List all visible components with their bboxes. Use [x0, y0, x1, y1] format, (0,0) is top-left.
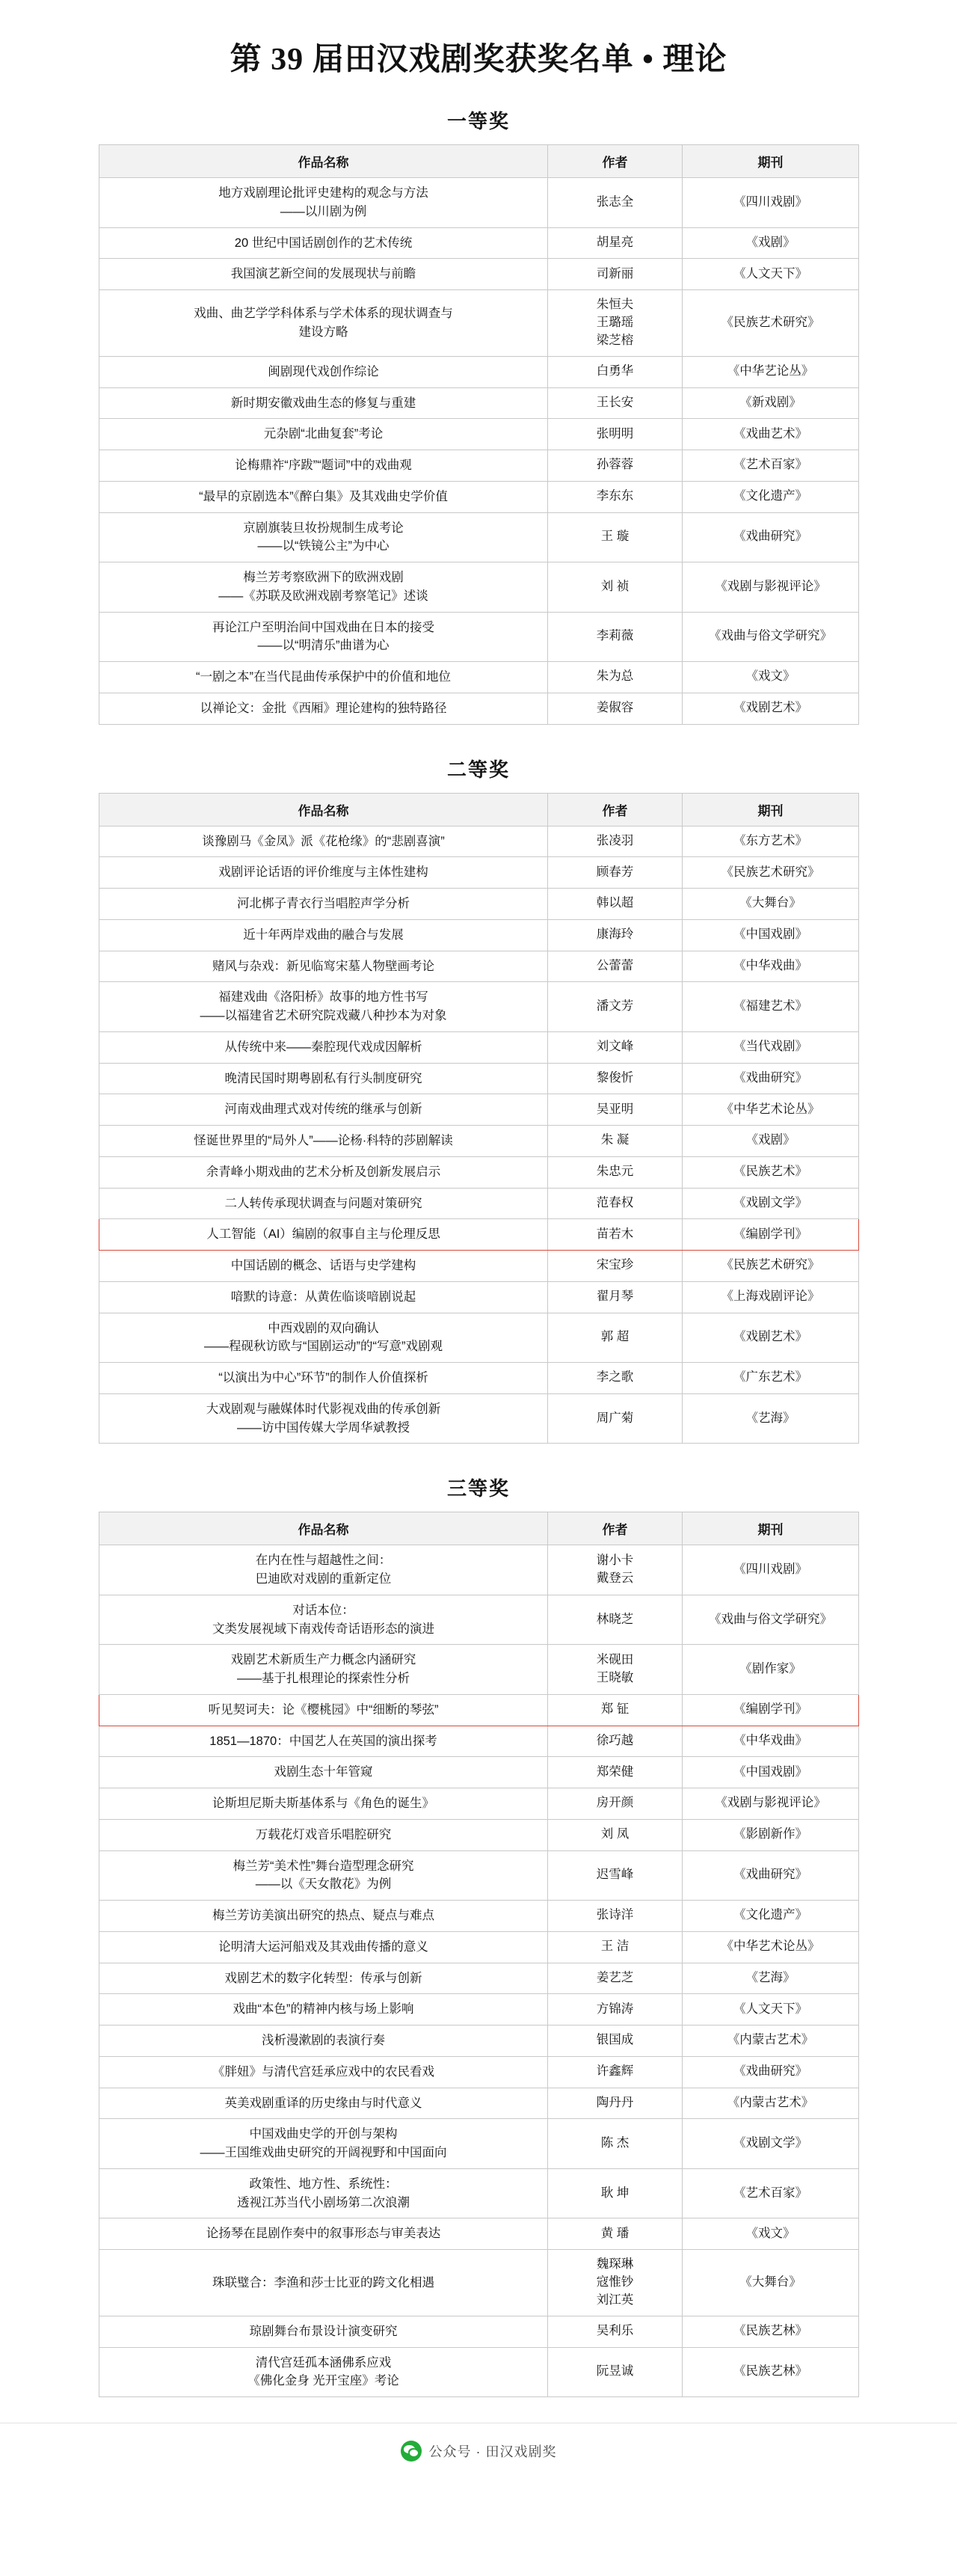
- journal-cell: 《戏剧与影视评论》: [683, 562, 859, 613]
- author-cell: 谢小卡 戴登云: [548, 1545, 683, 1595]
- journal-cell: 《四川戏剧》: [683, 178, 859, 228]
- author-cell: 李莉薇: [548, 612, 683, 662]
- table-row: [99, 1188, 859, 1219]
- author-cell: 刘文峰: [548, 1031, 683, 1063]
- table-row: [99, 951, 859, 982]
- table-row: [99, 1094, 859, 1126]
- journal-cell: 《戏曲研究》: [683, 1850, 859, 1901]
- author-cell: 公蕾蕾: [548, 951, 683, 982]
- table-row: [99, 2119, 859, 2169]
- work-title-cell: 论明清大运河船戏及其戏曲传播的意义: [99, 1931, 548, 1963]
- table-row: [99, 1931, 859, 1963]
- journal-cell: 《戏曲与俗文学研究》: [683, 1595, 859, 1645]
- section-title: 三等奖: [446, 1478, 510, 1500]
- work-title-cell: 浅析漫漱剧的表演行奏: [99, 2025, 548, 2057]
- journal-cell: 《戏剧文学》: [683, 2119, 859, 2169]
- column-header: 期刊: [683, 793, 859, 826]
- table-row: [99, 227, 859, 259]
- author-cell: 郑 钲: [548, 1694, 683, 1726]
- table-row: [99, 1726, 859, 1757]
- author-cell: 迟雪峰: [548, 1850, 683, 1901]
- journal-cell: 《戏剧与影视评论》: [683, 1788, 859, 1820]
- work-title-cell: 从传统中来——秦腔现代戏成因解析: [99, 1031, 548, 1063]
- author-cell: 林晓芝: [548, 1595, 683, 1645]
- author-cell: 张诗洋: [548, 1901, 683, 1932]
- award-section: [99, 1469, 858, 2397]
- journal-cell: 《编剧学刊》: [683, 1694, 859, 1726]
- table-row: [99, 1994, 859, 2025]
- journal-cell: 《文化遗产》: [683, 481, 859, 512]
- work-title-cell: 《胖妞》与清代宫廷承应戏中的农民看戏: [99, 2056, 548, 2088]
- author-cell: 银国成: [548, 2025, 683, 2057]
- section-title: 一等奖: [446, 111, 510, 132]
- work-title-cell: 戏曲、曲艺学学科体系与学术体系的现状调查与 建设方略: [99, 290, 548, 357]
- author-cell: 陶丹丹: [548, 2088, 683, 2119]
- author-cell: 朱忠元: [548, 1156, 683, 1188]
- work-title-cell: 英美戏剧重译的历史缘由与时代意义: [99, 2088, 548, 2119]
- author-cell: 郑荣健: [548, 1757, 683, 1788]
- table-header-row: [99, 793, 859, 826]
- journal-cell: 《戏曲研究》: [683, 512, 859, 562]
- table-row: [99, 1901, 859, 1932]
- work-title-cell: 戏剧评论话语的评价维度与主体性建构: [99, 857, 548, 889]
- work-title-cell: 我国演艺新空间的发展现状与前瞻: [99, 259, 548, 290]
- footer: [0, 2423, 957, 2479]
- work-title-cell: “一剧之本”在当代昆曲传承保护中的价值和地位: [99, 662, 548, 693]
- table-row: [99, 1156, 859, 1188]
- table-row: [99, 1757, 859, 1788]
- work-title-cell: 二人转传承现状调查与问题对策研究: [99, 1188, 548, 1219]
- journal-cell: 《中华戏曲》: [683, 1726, 859, 1757]
- journal-cell: 《当代戏剧》: [683, 1031, 859, 1063]
- work-title-cell: 听见契诃夫：论《樱桃园》中“细断的琴弦”: [99, 1694, 548, 1726]
- column-header: 作品名称: [99, 793, 548, 826]
- table-row: [99, 1251, 859, 1282]
- table-row: [99, 387, 859, 419]
- journal-cell: 《戏曲研究》: [683, 1063, 859, 1094]
- work-title-cell: 喑默的诗意：从黄佐临谈喑剧说起: [99, 1281, 548, 1313]
- author-cell: 顾春芳: [548, 857, 683, 889]
- journal-cell: 《中华艺论丛》: [683, 356, 859, 387]
- author-cell: 张凌羽: [548, 826, 683, 857]
- journal-cell: 《戏剧艺术》: [683, 693, 859, 724]
- author-cell: 魏琛琳 寇惟钞 刘江英: [548, 2250, 683, 2316]
- work-title-cell: 大戏剧观与融媒体时代影视戏曲的传承创新 ——访中国传媒大学周华斌教授: [99, 1393, 548, 1444]
- journal-cell: 《民族艺术》: [683, 1156, 859, 1188]
- table-row: [99, 919, 859, 951]
- table-row: [99, 1788, 859, 1820]
- author-cell: 吴利乐: [548, 2316, 683, 2347]
- work-title-cell: 河南戏曲理式戏对传统的继承与创新: [99, 1094, 548, 1126]
- author-cell: 李之歌: [548, 1363, 683, 1394]
- work-title-cell: 赌风与杂戏：新见临窎宋墓人物壁画考论: [99, 951, 548, 982]
- author-cell: 米砚田 王晓敏: [548, 1645, 683, 1695]
- journal-cell: 《戏剧》: [683, 227, 859, 259]
- journal-cell: 《民族艺术研究》: [683, 290, 859, 357]
- work-title-cell: 戏剧艺术的数字化转型：传承与创新: [99, 1963, 548, 1994]
- footer-account-name: 公众号 · 田汉戏剧奖: [428, 2444, 557, 2460]
- author-cell: 李东东: [548, 481, 683, 512]
- table-header-row: [99, 1512, 859, 1545]
- work-title-cell: 中国话剧的概念、话语与史学建构: [99, 1251, 548, 1282]
- column-header: 作品名称: [99, 1512, 548, 1545]
- work-title-cell: 晚清民国时期粤剧私有行头制度研究: [99, 1063, 548, 1094]
- table-row: [99, 693, 859, 724]
- table-row: [99, 1063, 859, 1094]
- table-row: [99, 982, 859, 1032]
- column-header: 作者: [548, 1512, 683, 1545]
- section-title: 二等奖: [446, 758, 510, 781]
- table-row: [99, 178, 859, 228]
- table-row: [99, 356, 859, 387]
- table-row: [99, 2088, 859, 2119]
- journal-cell: 《东方艺术》: [683, 826, 859, 857]
- table-row: [99, 1645, 859, 1695]
- work-title-cell: 谈豫剧马《金凤》派《花枪缘》的“悲剧喜演”: [99, 826, 548, 857]
- work-title-cell: 中国戏曲史学的开创与架构 ——王国维戏曲史研究的开阔视野和中国面向: [99, 2119, 548, 2169]
- journal-cell: 《中国戏剧》: [683, 1757, 859, 1788]
- table-row: [99, 1281, 859, 1313]
- journal-cell: 《民族艺术研究》: [683, 1251, 859, 1282]
- journal-cell: 《戏文》: [683, 662, 859, 693]
- journal-cell: 《中国戏剧》: [683, 919, 859, 951]
- journal-cell: 《戏剧艺术》: [683, 1313, 859, 1363]
- journal-cell: 《中华艺术论丛》: [683, 1094, 859, 1126]
- journal-cell: 《民族艺林》: [683, 2347, 859, 2397]
- journal-cell: 《戏曲与俗文学研究》: [683, 612, 859, 662]
- author-cell: 阮昱诚: [548, 2347, 683, 2397]
- work-title-cell: 万载花灯戏音乐唱腔研究: [99, 1819, 548, 1850]
- journal-cell: 《广东艺术》: [683, 1363, 859, 1394]
- table-row: [99, 1694, 859, 1726]
- journal-cell: 《民族艺术研究》: [683, 857, 859, 889]
- table-row: [99, 1963, 859, 1994]
- journal-cell: 《福建艺术》: [683, 982, 859, 1032]
- work-title-cell: 珠联璧合：李渔和莎士比亚的跨文化相遇: [99, 2250, 548, 2316]
- table-row: [99, 1363, 859, 1394]
- table-row: [99, 612, 859, 662]
- author-cell: 孙蓉蓉: [548, 450, 683, 482]
- table-row: [99, 1819, 859, 1850]
- work-title-cell: 清代宫廷孤本涵佛系应戏 《佛化金身 光开宝座》考论: [99, 2347, 548, 2397]
- work-title-cell: 京剧旗装旦妆扮规制生成考论 ——以“铁镜公主”为中心: [99, 512, 548, 562]
- award-sections: [0, 102, 957, 2397]
- author-cell: 潘文芳: [548, 982, 683, 1032]
- awards-table: [99, 793, 859, 1444]
- work-title-cell: 政策性、地方性、系统性： 透视江苏当代小剧场第二次浪潮: [99, 2168, 548, 2218]
- work-title-cell: 怪诞世界里的“局外人”——论杨·科特的莎剧解读: [99, 1126, 548, 1157]
- column-header: 作品名称: [99, 145, 548, 178]
- author-cell: 翟月琴: [548, 1281, 683, 1313]
- table-row: [99, 1393, 859, 1444]
- author-cell: 韩以超: [548, 889, 683, 920]
- table-row: [99, 1595, 859, 1645]
- table-row: [99, 1850, 859, 1901]
- work-title-cell: 论梅鼎祚“序跋”“题词”中的戏曲观: [99, 450, 548, 482]
- journal-cell: 《戏剧文学》: [683, 1188, 859, 1219]
- awards-table: [99, 144, 859, 725]
- author-cell: 房开颜: [548, 1788, 683, 1820]
- author-cell: 白勇华: [548, 356, 683, 387]
- author-cell: 徐巧越: [548, 1726, 683, 1757]
- journal-cell: 《上海戏剧评论》: [683, 1281, 859, 1313]
- work-title-cell: 1851—1870：中国艺人在英国的演出探考: [99, 1726, 548, 1757]
- journal-cell: 《民族艺林》: [683, 2316, 859, 2347]
- work-title-cell: 福建戏曲《洛阳桥》故事的地方性书写 ——以福建省艺术研究院戏藏八种抄本为对象: [99, 982, 548, 1032]
- work-title-cell: 地方戏剧理论批评史建构的观念与方法 ——以川剧为例: [99, 178, 548, 228]
- work-title-cell: 琼剧舞台布景设计演变研究: [99, 2316, 548, 2347]
- author-cell: 王长安: [548, 387, 683, 419]
- journal-cell: 《文化遗产》: [683, 1901, 859, 1932]
- journal-cell: 《内蒙古艺术》: [683, 2025, 859, 2057]
- table-row: [99, 662, 859, 693]
- journal-cell: 《艺海》: [683, 1963, 859, 1994]
- table-row: [99, 2168, 859, 2218]
- award-section: [99, 750, 858, 1444]
- table-row: [99, 512, 859, 562]
- author-cell: 王 洁: [548, 1931, 683, 1963]
- journal-cell: 《编剧学刊》: [683, 1219, 859, 1251]
- work-title-cell: 对话本位： 文类发展视域下南戏传奇话语形态的演进: [99, 1595, 548, 1645]
- wechat-icon: [401, 2441, 422, 2462]
- author-cell: 姜艺芝: [548, 1963, 683, 1994]
- work-title-cell: 新时期安徽戏曲生态的修复与重建: [99, 387, 548, 419]
- work-title-cell: 人工智能（AI）编剧的叙事自主与伦理反思: [99, 1219, 548, 1251]
- journal-cell: 《内蒙古艺术》: [683, 2088, 859, 2119]
- table-row: [99, 1545, 859, 1595]
- author-cell: 胡星亮: [548, 227, 683, 259]
- table-row: [99, 2025, 859, 2057]
- author-cell: 康海玲: [548, 919, 683, 951]
- journal-cell: 《中华戏曲》: [683, 951, 859, 982]
- journal-cell: 《戏曲艺术》: [683, 419, 859, 450]
- work-title-cell: 20 世纪中国话剧创作的艺术传统: [99, 227, 548, 259]
- author-cell: 刘 祯: [548, 562, 683, 613]
- column-header: 作者: [548, 145, 683, 178]
- work-title-cell: 论斯坦尼斯夫斯基体系与《角色的诞生》: [99, 1788, 548, 1820]
- table-row: [99, 562, 859, 613]
- journal-cell: 《人文天下》: [683, 259, 859, 290]
- awards-table: [99, 1512, 859, 2397]
- author-cell: 朱 凝: [548, 1126, 683, 1157]
- author-cell: 范春权: [548, 1188, 683, 1219]
- table-row: [99, 481, 859, 512]
- work-title-cell: 论扬琴在昆剧作奏中的叙事形态与审美表达: [99, 2218, 548, 2250]
- author-cell: 吴亚明: [548, 1094, 683, 1126]
- page-title: 第 39 届田汉戏剧奖获奖名单 • 理论: [230, 43, 727, 77]
- table-row: [99, 259, 859, 290]
- author-cell: 陈 杰: [548, 2119, 683, 2169]
- column-header: 期刊: [683, 1512, 859, 1545]
- work-title-cell: 余青峰小期戏曲的艺术分析及创新发展启示: [99, 1156, 548, 1188]
- journal-cell: 《艺术百家》: [683, 2168, 859, 2218]
- work-title-cell: 梅兰芳访美演出研究的热点、疑点与难点: [99, 1901, 548, 1932]
- journal-cell: 《大舞台》: [683, 889, 859, 920]
- author-cell: 黎俊忻: [548, 1063, 683, 1094]
- work-title-cell: “以演出为中心”环节”的制作人价值探析: [99, 1363, 548, 1394]
- work-title-cell: “最早的京剧选本”《醉白集》及其戏曲史学价值: [99, 481, 548, 512]
- table-row: [99, 419, 859, 450]
- author-cell: 朱恒夫 王璐瑶 梁芝榕: [548, 290, 683, 357]
- author-cell: 张志全: [548, 178, 683, 228]
- journal-cell: 《四川戏剧》: [683, 1545, 859, 1595]
- work-title-cell: 再论江户至明治间中国戏曲在日本的接受 ——以“明清乐”曲谱为心: [99, 612, 548, 662]
- journal-cell: 《中华艺术论丛》: [683, 1931, 859, 1963]
- table-row: [99, 2316, 859, 2347]
- table-row: [99, 290, 859, 357]
- work-title-cell: 戏曲“本色”的精神内核与场上影响: [99, 1994, 548, 2025]
- author-cell: 黄 璠: [548, 2218, 683, 2250]
- journal-cell: 《戏曲研究》: [683, 2056, 859, 2088]
- table-row: [99, 1313, 859, 1363]
- column-header: 期刊: [683, 145, 859, 178]
- work-title-cell: 戏剧生态十年管窥: [99, 1757, 548, 1788]
- author-cell: 朱为总: [548, 662, 683, 693]
- journal-cell: 《大舞台》: [683, 2250, 859, 2316]
- journal-cell: 《戏剧》: [683, 1126, 859, 1157]
- work-title-cell: 戏剧艺术新质生产力概念内涵研究 ——基于扎根理论的探索性分析: [99, 1645, 548, 1695]
- table-row: [99, 2250, 859, 2316]
- work-title-cell: 近十年两岸戏曲的融合与发展: [99, 919, 548, 951]
- author-cell: 周广菊: [548, 1393, 683, 1444]
- table-row: [99, 2056, 859, 2088]
- work-title-cell: 梅兰芳“美术性”舞台造型理念研究 ——以《天女散花》为例: [99, 1850, 548, 1901]
- work-title-cell: 中西戏剧的双向确认 ——程砚秋访欧与“国剧运动”的“写意”戏剧观: [99, 1313, 548, 1363]
- table-header-row: [99, 145, 859, 178]
- table-row: [99, 1126, 859, 1157]
- author-cell: 苗若木: [548, 1219, 683, 1251]
- author-cell: 方锦涛: [548, 1994, 683, 2025]
- author-cell: 耿 坤: [548, 2168, 683, 2218]
- author-cell: 司新丽: [548, 259, 683, 290]
- column-header: 作者: [548, 793, 683, 826]
- journal-cell: 《艺术百家》: [683, 450, 859, 482]
- author-cell: 姜俶容: [548, 693, 683, 724]
- award-section: [99, 102, 858, 725]
- work-title-cell: 在内在性与超越性之间： 巴迪欧对戏剧的重新定位: [99, 1545, 548, 1595]
- journal-cell: 《新戏剧》: [683, 387, 859, 419]
- table-row: [99, 857, 859, 889]
- author-cell: 宋宝珍: [548, 1251, 683, 1282]
- author-cell: 王 璇: [548, 512, 683, 562]
- author-cell: 张明明: [548, 419, 683, 450]
- work-title-cell: 元杂剧“北曲复套”考论: [99, 419, 548, 450]
- journal-cell: 《剧作家》: [683, 1645, 859, 1695]
- author-cell: 许鑫辉: [548, 2056, 683, 2088]
- journal-cell: 《艺海》: [683, 1393, 859, 1444]
- table-row: [99, 826, 859, 857]
- author-cell: 郭 超: [548, 1313, 683, 1363]
- table-row: [99, 889, 859, 920]
- author-cell: 刘 凤: [548, 1819, 683, 1850]
- journal-cell: 《戏文》: [683, 2218, 859, 2250]
- journal-cell: 《人文天下》: [683, 1994, 859, 2025]
- table-row: [99, 2347, 859, 2397]
- table-row: [99, 2218, 859, 2250]
- table-row: [99, 1031, 859, 1063]
- work-title-cell: 梅兰芳考察欧洲下的欧洲戏剧 ——《苏联及欧洲戏剧考察笔记》述谈: [99, 562, 548, 613]
- table-row: [99, 1219, 859, 1251]
- work-title-cell: 以禅论文：金批《西厢》理论建构的独特路径: [99, 693, 548, 724]
- work-title-cell: 河北梆子青衣行当唱腔声学分析: [99, 889, 548, 920]
- table-row: [99, 450, 859, 482]
- journal-cell: 《影剧新作》: [683, 1819, 859, 1850]
- work-title-cell: 闽剧现代戏创作综论: [99, 356, 548, 387]
